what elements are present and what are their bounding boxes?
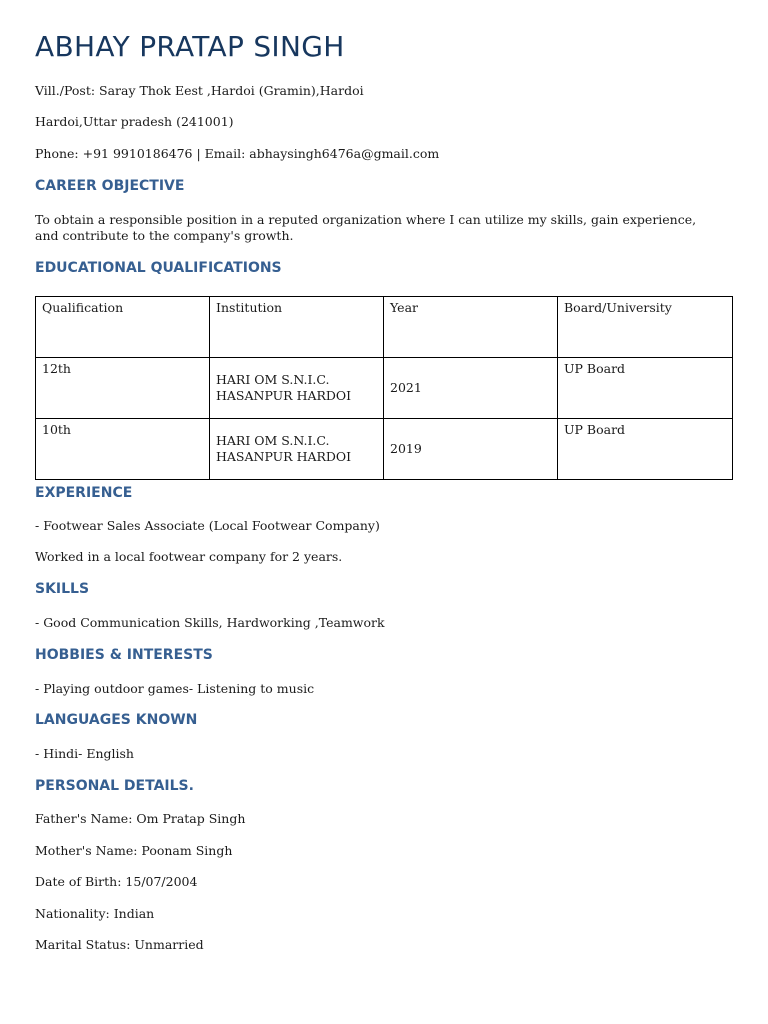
institution-line-1: HARI OM S.N.I.C. — [216, 433, 330, 448]
languages-text: - Hindi- English — [35, 746, 134, 761]
experience-role: - Footwear Sales Associate (Local Footwear Company) — [35, 518, 380, 533]
hobbies-text: - Playing outdoor games- Listening to music — [35, 681, 315, 696]
personal-details-heading: PERSONAL DETAILS. — [35, 778, 194, 794]
career-objective-heading: CAREER OBJECTIVE — [35, 178, 185, 194]
column-header-qualification: Qualification — [36, 297, 210, 358]
address-line-1: Vill./Post: Saray Thok Eest ,Hardoi (Gramin),Hardoi — [35, 83, 364, 98]
career-objective-text: To obtain a responsible position in a reputed organization where I can utilize my skills, gain experience, and contribute to the company's growth. — [35, 212, 697, 243]
column-header-year: Year — [384, 297, 558, 358]
board-cell: UP Board — [558, 358, 733, 419]
nationality: Nationality: Indian — [35, 906, 155, 921]
date-of-birth: Date of Birth: 15/07/2004 — [35, 874, 198, 889]
year-cell: 2021 — [384, 358, 558, 419]
column-header-institution: Institution — [210, 297, 384, 358]
institution-cell — [210, 358, 384, 419]
education-heading: EDUCATIONAL QUALIFICATIONS — [35, 260, 282, 276]
qualification-cell: 12th — [36, 358, 210, 419]
address-line-2: Hardoi,Uttar pradesh (241001) — [35, 114, 234, 129]
institution-cell — [210, 419, 384, 480]
education-table — [35, 296, 733, 480]
board-cell: UP Board — [558, 419, 733, 480]
father-name: Father's Name: Om Pratap Singh — [35, 811, 246, 826]
table-row — [36, 358, 733, 419]
marital-status: Marital Status: Unmarried — [35, 937, 204, 952]
hobbies-heading: HOBBIES & INTERESTS — [35, 647, 213, 663]
experience-description: Worked in a local footwear company for 2 years. — [35, 549, 343, 564]
skills-heading: SKILLS — [35, 581, 90, 597]
year-cell: 2019 — [384, 419, 558, 480]
experience-heading: EXPERIENCE — [35, 485, 133, 501]
table-row — [36, 419, 733, 480]
mother-name: Mother's Name: Poonam Singh — [35, 843, 233, 858]
contact-line: Phone: +91 9910186476 | Email: abhaysingh6476a@gmail.com — [35, 146, 440, 161]
candidate-name: ABHAY PRATAP SINGH — [35, 30, 345, 63]
institution-line-2: HASANPUR HARDOI — [216, 449, 352, 464]
institution-line-2: HASANPUR HARDOI — [216, 388, 352, 403]
skills-text: - Good Communication Skills, Hardworking ,Teamwork — [35, 615, 385, 630]
table-header-row — [36, 297, 733, 358]
languages-heading: LANGUAGES KNOWN — [35, 712, 198, 728]
column-header-board: Board/University — [558, 297, 733, 358]
institution-line-1: HARI OM S.N.I.C. — [216, 372, 330, 387]
qualification-cell: 10th — [36, 419, 210, 480]
